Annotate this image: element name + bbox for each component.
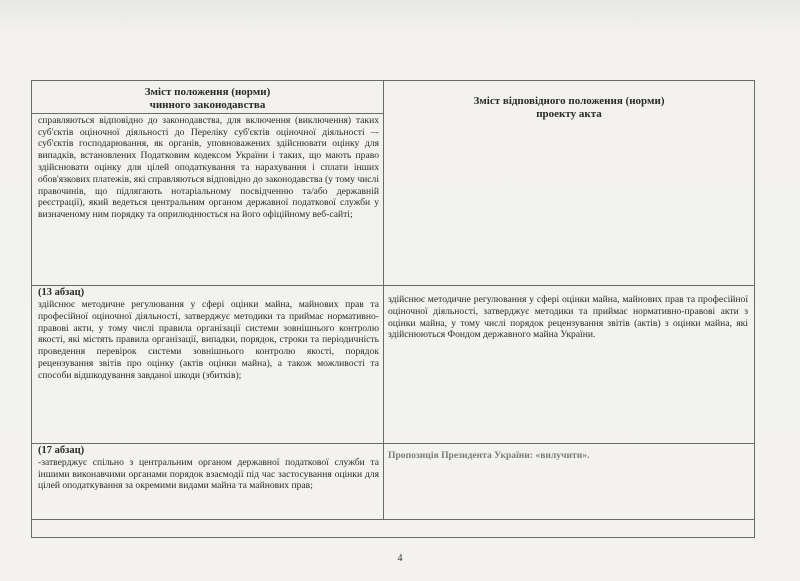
- row3-draft-act-cell: [384, 443, 755, 519]
- row1-current-law-cell: [32, 113, 384, 285]
- row2-current-law-cell: [32, 285, 384, 443]
- table-row-empty: [32, 519, 755, 537]
- row2-draft-act-text: здійснює методичне регулювання у сфері оцінки майна, майнових прав та професійної оціночної діяльності, затверджує методики та приймає нормативно-правові акти з оцінки майна, у тому числі порядок рецензування звітів (актів) з оцінки майна, які здійснюються Фондом державного майна України.: [388, 293, 748, 341]
- row2-draft-act-cell: [384, 285, 755, 443]
- table-row: [32, 285, 755, 443]
- header-left-line-2: чинного законодавства: [149, 99, 266, 111]
- page-number: 4: [397, 553, 403, 564]
- row2-paragraph-label: (13 абзац): [38, 286, 85, 298]
- president-proposal-text: Пропозиція Президента України: «вилучити».: [388, 449, 590, 461]
- header-draft-act: [384, 81, 755, 286]
- table-row: [32, 443, 755, 519]
- header-right-line-1: Зміст відповідного положення (норми): [473, 95, 665, 107]
- header-right-line-2: проекту акта: [536, 108, 602, 120]
- table-header-row: [32, 81, 755, 114]
- row2-current-law-text: здійснює методичне регулювання у сфері оцінки майна, майнових прав та професійної оціночної діяльності, затверджує методики та приймає нормативно-правові акти, у тому числі правила організації системи зовнішнього контролю якості, які містять правила організації, випадки, порядок, строки та періодичність проведення перевірок системи зовнішнього контролю якості, порядок рецензування звітів про оцінку (актів оцінки майна), а також можливості та способи відшкодування завданої шкоди (збитків);: [38, 298, 379, 381]
- row1-current-law-text: справляються відповідно до законодавства, для включення (виключення) таких суб'єктів оціночної діяльності до Переліку суб'єктів оціночної діяльності –-суб'єктів господарювання, як органів, уповноважених здійснювати оцінку для випадків, встановлених Податковим кодексом України і таких, що мають право здійснювати оцінку для цілей оподаткування та нарахування і сплати інших обов'язкових платежів, які справляються відповідно до законодавства (у тому числі правочинів, що підлягають нотаріальному посвідченню та/або державній реєстрації), який ведеться центральним органом державної податкової служби у визначеному ним порядку та оприлюднюється на його офіційному веб-сайті;: [38, 114, 379, 221]
- row3-current-law-text: -затверджує спільно з центральним органом державної податкової служби та іншими виконавчими органами порядок взаємодії під час застосування оцінки для цілей оподаткування за окремими видами майна та майнових прав;: [38, 456, 379, 492]
- comparison-table: [31, 80, 755, 538]
- row3-paragraph-label: (17 абзац): [38, 444, 85, 456]
- row3-current-law-cell: [32, 443, 384, 519]
- header-current-law: [32, 81, 384, 114]
- empty-cell: [32, 519, 755, 537]
- header-left-line-1: Зміст положення (норми): [144, 86, 271, 98]
